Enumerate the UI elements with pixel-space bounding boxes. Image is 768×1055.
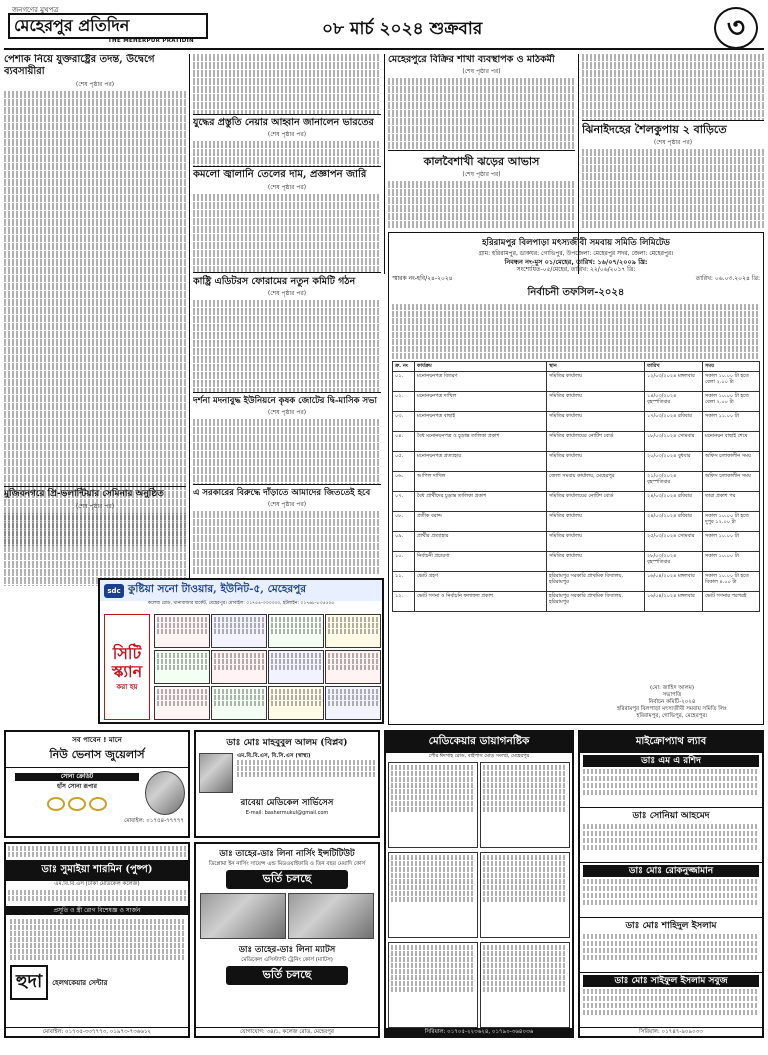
column-divider [189, 54, 190, 584]
table-row [393, 591, 760, 611]
table-cell: ভোট গণনার পরপরই [703, 591, 760, 611]
table-cell: নির্বাচনী প্রচারণা [415, 551, 547, 571]
article-fuel-price [193, 166, 381, 272]
table-cell: মনোনয়নপত্র দাখিল [415, 391, 547, 411]
table-cell: ০৪. [393, 431, 415, 451]
ct-scan-badge [104, 614, 150, 720]
table-cell: ০৭. [393, 491, 415, 511]
notice-reg: নিবন্ধন নং-মুস ০১/মেহের, তারিখ: ১৬/০৭/২০০৯ খ্রি: [504, 258, 648, 266]
schedule-table [392, 361, 760, 612]
doctor-card [325, 686, 381, 720]
ad-micropath [578, 730, 764, 1038]
ct-scan-label: সিটি স্ক্যান [111, 644, 143, 681]
continued-note: (শেষ পৃষ্ঠার পর) [267, 501, 307, 509]
notice-amend: সংশোধিত-০৫/মেহের, তারিখ: ২২/০৬/২০১৭ খ্রি: [516, 266, 636, 273]
doctor-card [480, 942, 570, 1028]
newspaper-logo-subtitle: THE MEHERPUR PRATIDIN [108, 38, 194, 44]
table-cell: ০৯. [393, 531, 415, 551]
doctor-entry [580, 918, 762, 973]
election-notice [388, 232, 764, 725]
doctor-name: ডাঃ মোঃ সাইফুল ইসলাম সবুজ [583, 975, 759, 987]
table-cell: সমিতির কার্যালয় [547, 451, 645, 471]
doctor-card [325, 650, 381, 684]
ad-subtitle: কলেজ রোড, থানাবাজার মার্কেট, মেহেরপুর। মোবাইল: ০১৭৫৪-৩৩৩৩৩৩, হটলাইন: ০১৭৬৮-৮৩৫৫০৫ [147, 601, 335, 606]
article-storm-warning [388, 150, 575, 230]
column-header: কার্যক্রম [415, 362, 547, 372]
table-cell: আপিল দাখিল [415, 471, 547, 491]
issue-date: ০৮ মার্চ ২০২৪ শুক্রবার [322, 19, 483, 39]
headline: কমলো জ্বালানি তেলের দাম, প্রজ্ঞাপন জারি [193, 169, 367, 180]
table-cell: ২০/০৩/২০২৪ বুধবার [645, 451, 703, 471]
table-row [393, 431, 760, 451]
ring-icon [68, 797, 86, 811]
continued-note: (শেষ পৃষ্ঠার পর) [75, 81, 115, 88]
doctor-card [480, 762, 570, 848]
doctor-list [580, 753, 762, 1028]
article-darshana [193, 392, 381, 484]
table-cell: মনোনয়নপত্র প্রত্যাহার [415, 451, 547, 471]
ad-phone: মোবাইল: ০১৭৫৪-৭৭৭৭৭ [124, 818, 184, 824]
table-cell: সমিতির কার্যালয় [547, 391, 645, 411]
table-cell: প্রার্থীর প্রত্যাহার [415, 531, 547, 551]
ad-email: E-mail: bashermukul@gmail.com [245, 810, 329, 816]
signer-address: হরিরামপুর, গোভিপুর, মেহেরপুর। [636, 713, 708, 719]
course-info-2: মেডিকেল এসিস্ট্যান্ট ট্রেনিং কোর্স (ম্যাটস) [241, 957, 333, 963]
doctor-entry [580, 753, 762, 808]
doctor-photo [199, 753, 233, 793]
table-cell: ১০. [393, 551, 415, 571]
table-cell: সকাল ১১.০০ টা [703, 411, 760, 431]
table-cell: ০১. [393, 371, 415, 391]
table-row [393, 371, 760, 391]
table-cell: ১৭/০৩/২০২৪ রবিবার [645, 411, 703, 431]
ad-phone: মোবাইল: ০১৭৩৫-৩৩৭৭৭৩, ০১৯৭৩-৭৩৬৬১২ [6, 1027, 188, 1036]
table-cell: ২৮/০৩/২০২৪ বৃহস্পতিবার [645, 551, 703, 571]
continued-note: (শেষ পৃষ্ঠার পর) [462, 68, 501, 76]
table-cell: মনোনয়নপত্র বাছাই [415, 411, 547, 431]
article-india-war [193, 114, 381, 166]
column-header: ক্র. নং [393, 362, 415, 372]
table-cell: সমিতির কার্যালয় [547, 371, 645, 391]
table-row [393, 471, 760, 491]
table-cell: সকাল ১০.০০ টা হতে বেলা ২.০০ টা [703, 371, 760, 391]
ad-degree: এম.বি.বি.এস (ঢাকা মেডিকেল কলেজ) [54, 881, 140, 887]
continued-note: (শেষ পৃষ্ঠার পর) [267, 290, 307, 298]
table-cell: সকাল ১০.০০ টা হতে দুপুর ১২.০০ টা [703, 511, 760, 531]
table-cell: ০৮. [393, 511, 415, 531]
column-header: তারিখ [645, 362, 703, 372]
doctor-entry [580, 973, 762, 1028]
ad-kushtia-sono [98, 578, 384, 724]
table-row [393, 531, 760, 551]
doctor-name: ডাঃ মোঃ রোকনুজ্জামান [583, 865, 759, 877]
table-cell: ০২. [393, 391, 415, 411]
clinic-name: রাবেয়া মেডিকেল সার্ভিসেস [240, 798, 334, 808]
table-cell: সমিতির কার্যালয় [547, 411, 645, 431]
table-cell: বৈধ মনোনয়নপত্র ও চূড়ান্ত তালিকা প্রকাশ [415, 431, 547, 451]
table-cell: হরিরামপুর সরকারি প্রাথমিক বিদ্যালয়, হরিরামপুর [547, 571, 645, 591]
notice-memo: স্মারক নং-হবি/২৪-২০২৪ [392, 275, 453, 282]
doctor-name: ডাঃ মোঃ শাহিদুল ইসলাম [583, 920, 759, 932]
doctor-card [211, 614, 267, 648]
continued-note: (শেষ পৃষ্ঠার পর) [267, 409, 307, 417]
ct-scan-sublabel: করা হয় [116, 683, 138, 691]
article-government [193, 484, 381, 574]
article-jhenaidah [582, 120, 764, 230]
ad-title: মেডিকেয়ার ডায়াগনষ্টিক [386, 732, 572, 753]
notice-intro-placeholder [392, 304, 760, 359]
ad-title: ডাঃ তাহের-ডাঃ লিনা নার্সিং ইন্সটিটিউট [219, 849, 355, 859]
table-cell: সকাল ১০.০০ টা [703, 531, 760, 551]
notice-org: হরিরামপুর বিলপাড়া মৎস্যজীবী সমবায় সমিতি লিমিটেড [482, 238, 670, 248]
doctor-entry [580, 863, 762, 918]
doctor-card [480, 852, 570, 938]
admission-label-2: ভর্তি চলছে [226, 966, 348, 985]
headline: কাষ্ট্রি এডিটরস ফোরামের নতুন কমিটি গঠন [193, 276, 356, 287]
masthead [4, 4, 764, 50]
doctor-name: ডাঃ সোনিয়া আহমেদ [583, 810, 759, 822]
doctor-card [388, 942, 478, 1028]
ad-title: নিউ ভেনাস জুয়েলার্স [6, 746, 188, 768]
admission-label: ভর্তি চলছে [226, 870, 348, 889]
signer-body: নির্বাচন কমিটি-২০২৪ [648, 699, 696, 705]
doctor-card [268, 686, 324, 720]
ad-address: পৌর ঈদগাহ রোড, বাইপাস মোড় সংলগ্ন, মেহেরপুর [428, 753, 530, 759]
ring-icon [89, 797, 107, 811]
table-cell: সকাল ১০.০০ টা [703, 551, 760, 571]
table-cell: সমিতির কার্যালয় [547, 531, 645, 551]
column-header: স্থান [547, 362, 645, 372]
headline: যুদ্ধের প্রস্তুতি নেয়ার আহ্বান জানালেন ভারতের [193, 117, 374, 128]
table-cell: অফিস চলাকালীন সময় [703, 451, 760, 471]
doctor-card [325, 614, 381, 648]
ad-phone: যোগাযোগ: ৩৪/১, কলেজ রোড, মেহেরপুর [196, 1027, 378, 1036]
ad-taher-lina [194, 842, 380, 1038]
article-editors-forum [193, 272, 381, 392]
hospital-name: হেলথকেয়ার সেন্টার [52, 978, 108, 987]
table-cell: জেলা সমবায় কার্যালয়, মেহেরপুর [547, 471, 645, 491]
ad-title: কুষ্টিয়া সনো টাওয়ার, ইউনিট-৫, মেহেরপুর [128, 583, 307, 595]
table-cell: ১৬/০৪/২০২৪ মঙ্গলবার [645, 591, 703, 611]
masthead-tagline: জনগণের মুখপত্র [12, 6, 59, 14]
table-cell: ০৩. [393, 411, 415, 431]
ad-dr-mahbub [194, 730, 380, 838]
continued-note: (শেষ পৃষ্ঠার পর) [462, 171, 501, 179]
headline: এ সরকারের বিরুদ্ধে দাঁড়াতে আমাদের জিততেই হবে [193, 488, 371, 498]
doctor-card [268, 614, 324, 648]
ad-title-2: ডাঃ তাহের-ডাঃ লিনা ম্যাটস [238, 945, 336, 955]
ad-dr-sumaiya [4, 842, 190, 1038]
doctor-card [268, 650, 324, 684]
notice-memo-date: তারিখ: ০৬.০৩.২০২৪ খ্রি: [695, 275, 760, 282]
sdc-logo: sdc [104, 584, 124, 598]
table-cell: প্রতীক বরাদ্দ [415, 511, 547, 531]
article-apparel-continued [193, 54, 381, 114]
table-cell: ১২. [393, 591, 415, 611]
headline: কালবৈশাখী ঝড়ের আভাস [423, 155, 540, 168]
continued-note: (শেষ পৃষ্ঠার পর) [653, 139, 693, 147]
ad-title: ডাঃ মোঃ মাহবুবুল আলম (বিপ্লব) [226, 738, 348, 748]
doctor-card [154, 650, 210, 684]
table-cell: মনোনয়ন বাছাই শেষে [703, 431, 760, 451]
article-body-placeholder [4, 513, 186, 586]
doctor-card [154, 614, 210, 648]
table-cell: ১২/০৩/২০২৪ মঙ্গলবার [645, 371, 703, 391]
article-meherpur-sales [388, 54, 575, 150]
continued-note: (শেষ পৃষ্ঠার পর) [267, 131, 307, 139]
table-cell: ২৫/০৩/২০২৪ সোমবার [645, 531, 703, 551]
ad-top-line: সব পাবেন ! মানে [72, 736, 122, 744]
doctor-name: ডাঃ এম এ রশিদ [583, 755, 759, 767]
table-cell: ১৪/০৩/২০২৪ বৃহস্পতিবার [645, 391, 703, 411]
signer-name: (মো: জাহিদ আলম) [650, 685, 694, 691]
table-cell: অফিস চলাকালীন সময় [703, 471, 760, 491]
ad-phone: সিরিয়াল: ০১৭০৫-২২৩৬২৪, ০১৭৯০-৩৬৪০৩৬ [386, 1028, 572, 1036]
signer-role: সভাপতি [662, 692, 682, 698]
table-cell: সমিতির কার্যালয় [547, 511, 645, 531]
table-row [393, 551, 760, 571]
table-cell: বৈধ প্রার্থীদের চূড়ান্ত তালিকা প্রকাশ [415, 491, 547, 511]
column-divider [384, 54, 385, 274]
table-cell: হরিরামপুর সরকারি প্রাথমিক বিদ্যালয়, হরিরামপুর [547, 591, 645, 611]
owner-photo [145, 771, 185, 815]
table-row [393, 511, 760, 531]
headline: পেশাক নিয়ে যুক্তরাষ্ট্রের তদন্ত, উদ্বেগে ব্যবসায়ীরা [4, 54, 155, 77]
table-cell: ০৫. [393, 451, 415, 471]
page-number: ৩ [714, 7, 758, 49]
headline: মুজিবনগরে প্রি-ভলান্টিয়ার সেমিনার অনুষ্ঠিত [4, 489, 164, 499]
signer-org: হরিরামপুর বিলপাড়া মৎস্যজীবী সমবায় সমিতি লিঃ [617, 706, 727, 712]
table-cell: ২১/০৩/২০২৪ বৃহস্পতিবার [645, 471, 703, 491]
table-cell: মনোনয়নপত্র বিতরণ [415, 371, 547, 391]
table-row [393, 451, 760, 471]
table-cell: সকাল ১০.০০ টা হতে বিকাল ৪.০০ টা [703, 571, 760, 591]
table-row [393, 411, 760, 431]
table-cell: সকাল ১০.০০ টা হতে বেলা ২.০০ টা [703, 391, 760, 411]
ad-medicare [384, 730, 574, 1038]
ring-icon [47, 797, 65, 811]
continued-note: (শেষ পৃষ্ঠার পর) [267, 184, 307, 191]
notice-address: গ্রাম: হরিরামপুর, ডাকঘর: গোভিপুর, উপজেলা: মেহেরপুর সদর, জেলা: মেহেরপুর। [478, 250, 674, 257]
table-cell: ভোট গ্রহণ [415, 571, 547, 591]
ad-title: মাইক্রোপ্যাথ ল্যাব [580, 732, 762, 753]
table-cell: ১৮/০৩/২০২৪ সোমবার [645, 431, 703, 451]
article-mujibnagar [4, 486, 186, 586]
table-cell: ২৪/০৩/২০২৪ রবিবার [645, 491, 703, 511]
table-cell: ভোট গণনা ও নির্বাচনি ফলাফল প্রকাশ [415, 591, 547, 611]
ad-specialty: প্রসূতি ও স্ত্রী রোগ বিশেষজ্ঞ ও সার্জন [6, 906, 188, 915]
doctor-entry [580, 808, 762, 863]
table-row [393, 391, 760, 411]
table-cell: সমিতির কার্যালয়ের নোটিশ বোর্ড [547, 431, 645, 451]
notice-schedule-title: নির্বাচনী তফসিল-২০২৪ [527, 287, 625, 298]
continued-note: (শেষ পৃষ্ঠার পর) [75, 502, 115, 510]
table-cell: সমিতির কার্যালয়ের নোটিশ বোর্ড [547, 491, 645, 511]
hospital-logo: হুদা [10, 965, 48, 1000]
doctor-card [211, 686, 267, 720]
ad-phone: সিরিয়াল: ০১৭৪৭-৯০৯০৩৩ [580, 1027, 762, 1036]
ad-venus-jewellers [4, 730, 190, 838]
table-row [393, 491, 760, 511]
ad-line-2: হাঁস সোনা রূপার [57, 783, 97, 790]
table-cell: ১১. [393, 571, 415, 591]
table-header-row [393, 362, 760, 372]
doctor-card [211, 650, 267, 684]
headline: মেহেরপুরে বিক্রির শাখা ব্যবস্থাপক ও মাঠকর্মী [388, 54, 555, 65]
doctor-card [388, 852, 478, 938]
table-cell: তারা প্রকাশ পর [703, 491, 760, 511]
doctor-card [154, 686, 210, 720]
table-cell: ২৪/০৩/২০২৪ রবিবার [645, 511, 703, 531]
doctor-card-grid [154, 614, 382, 722]
ad-degree: এম.বি.বি.এস, বি.সি.এস (স্বাস্থ্য) [237, 753, 311, 759]
table-cell: ১৬/০৪/২০২৪ মঙ্গলবার [645, 571, 703, 591]
newspaper-logo: মেহেরপুর প্রতিদিন [8, 13, 208, 39]
doctor-card [388, 762, 478, 848]
article-body-placeholder [4, 91, 186, 546]
students-photo [200, 893, 286, 939]
headline: দর্শনা মদনাবুদ্ধ ইউনিয়নে কৃষক জোটের দ্বি-মাসিক সভা [193, 396, 377, 406]
article-col4-top [582, 54, 764, 120]
ad-line: সোনা ক্রেডিট [15, 773, 139, 781]
table-cell: সমিতির কার্যালয় [547, 551, 645, 571]
course-info: ডিপ্লোমা ইন নার্সিং সায়েন্স এন্ড মিডওয়াইফারি ও তিন বছর মেয়াদি কোর্স [208, 861, 366, 867]
table-row [393, 571, 760, 591]
table-cell: ০৬. [393, 471, 415, 491]
notice-signature [587, 685, 757, 720]
ad-title: ডাঃ সুমাইয়া শারমিন (পুষ্প) [6, 860, 188, 881]
doctor-grid [386, 760, 572, 1038]
column-header: সময় [703, 362, 760, 372]
students-photo [288, 893, 374, 939]
headline: ঝিনাইদহের শৈলকুপায় ২ বাড়িতে [582, 123, 727, 136]
